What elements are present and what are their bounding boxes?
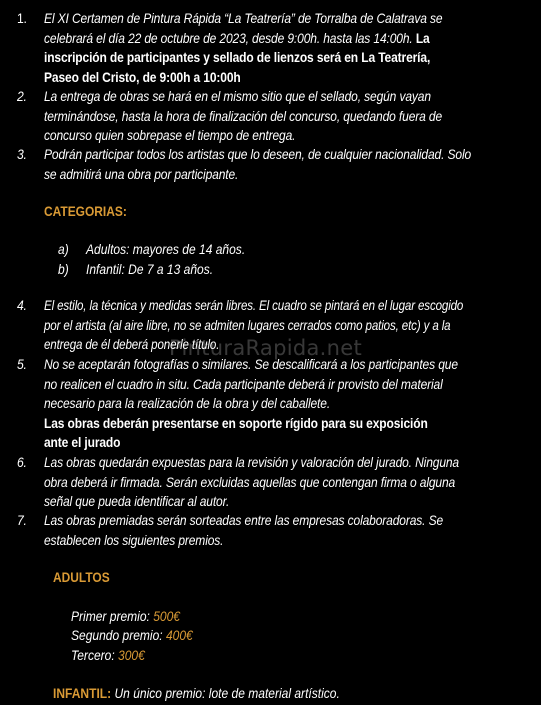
rule-text: La entrega de obras se hará en el mismo sitio que el sellado, según vayan terminándose, hasta la hora de finalización del concurso, quedando fuera de concurso quien sobrepase el tiempo de entrega. (44, 89, 443, 143)
rule-number: 1. (17, 11, 27, 26)
prize-amount: 400€ (165, 628, 193, 643)
prize-label: Primer premio: (71, 609, 150, 624)
rule-bold-text: ante el jurado (44, 435, 121, 450)
rule-number: 5. (17, 357, 27, 372)
prize-amount: 300€ (118, 648, 145, 663)
rule-text: No se aceptarán fotografías o similares. Se descalificará a los participantes que no realicen el cuadro in situ. Cada participante deberá ir provisto del material necesario para la realización de la obra y del caballete. Las obras deberán presentarse en soporte rígido para su exposición ante el jurado (44, 355, 513, 453)
rule-bold-text: Las obras deberán presentarse en soporte rígido para su exposición (44, 415, 428, 431)
rule-text: Las obras quedarán expuestas para la revisión y valoración del jurado. Ninguna obra deberá ir firmada. Serán excluidas aquellas que contengan firma o alguna señal que pueda identificar al autor. (44, 455, 459, 509)
category-marker: b) (58, 262, 69, 277)
prize-label: Tercero: (71, 648, 115, 663)
rule-number: 4. (17, 298, 27, 313)
category-text: Infantil: De 7 a 13 años. (86, 262, 214, 277)
rule-text: El XI Certamen de Pintura Rápida “La Teatrería” de Torralba de Calatrava se celebrará el día 22 de octubre de 2023, desde 9:00h. hasta las 14:00h. La inscripción de participantes y sellado de lienzos será en La Teatrería, Paseo del Cristo, de 9:00h a 10:00h (44, 9, 513, 87)
category-marker: a) (58, 242, 69, 257)
rule-text: El estilo, la técnica y medidas serán libres. El cuadro se pintará en el lugar escogido por el artista (al aire libre, no se admiten lugares cerrados como patios, etc) y a la entrega de él deberá ponerle título. (44, 298, 464, 352)
infantil-text: Un único premio: lote de material artístico. (114, 686, 340, 701)
prize-row (71, 607, 180, 626)
rule-bold-text: inscripción de participantes y sellado de lienzos será en La Teatrería, (44, 50, 431, 65)
watermark-text: PinturaRapida.net (169, 336, 362, 360)
infantil-row (53, 684, 340, 703)
prize-row (71, 626, 193, 645)
infantil-heading: INFANTIL: (53, 686, 112, 701)
rule-number: 7. (17, 513, 27, 528)
rule-number: 6. (17, 455, 27, 470)
rule-text: Las obras premiadas serán sorteadas entre las empresas colaboradoras. Se establecen los siguientes premios. (44, 513, 444, 548)
adultos-heading: ADULTOS (53, 570, 110, 585)
prize-row (71, 646, 145, 665)
rule-number: 2. (17, 89, 27, 104)
rule-bold-text: Paseo del Cristo, de 9:00h a 10:00h (44, 69, 241, 85)
category-text: Adultos: mayores de 14 años. (86, 242, 246, 257)
categorias-heading: CATEGORIAS: (44, 204, 127, 219)
rule-number: 3. (17, 147, 27, 162)
rule-text: Podrán participar todos los artistas que lo deseen, de cualquier nacionalidad. Solo se admitirá una obra por participante. (44, 147, 472, 182)
prize-label: Segundo premio: (71, 628, 163, 643)
prize-amount: 500€ (153, 609, 181, 624)
